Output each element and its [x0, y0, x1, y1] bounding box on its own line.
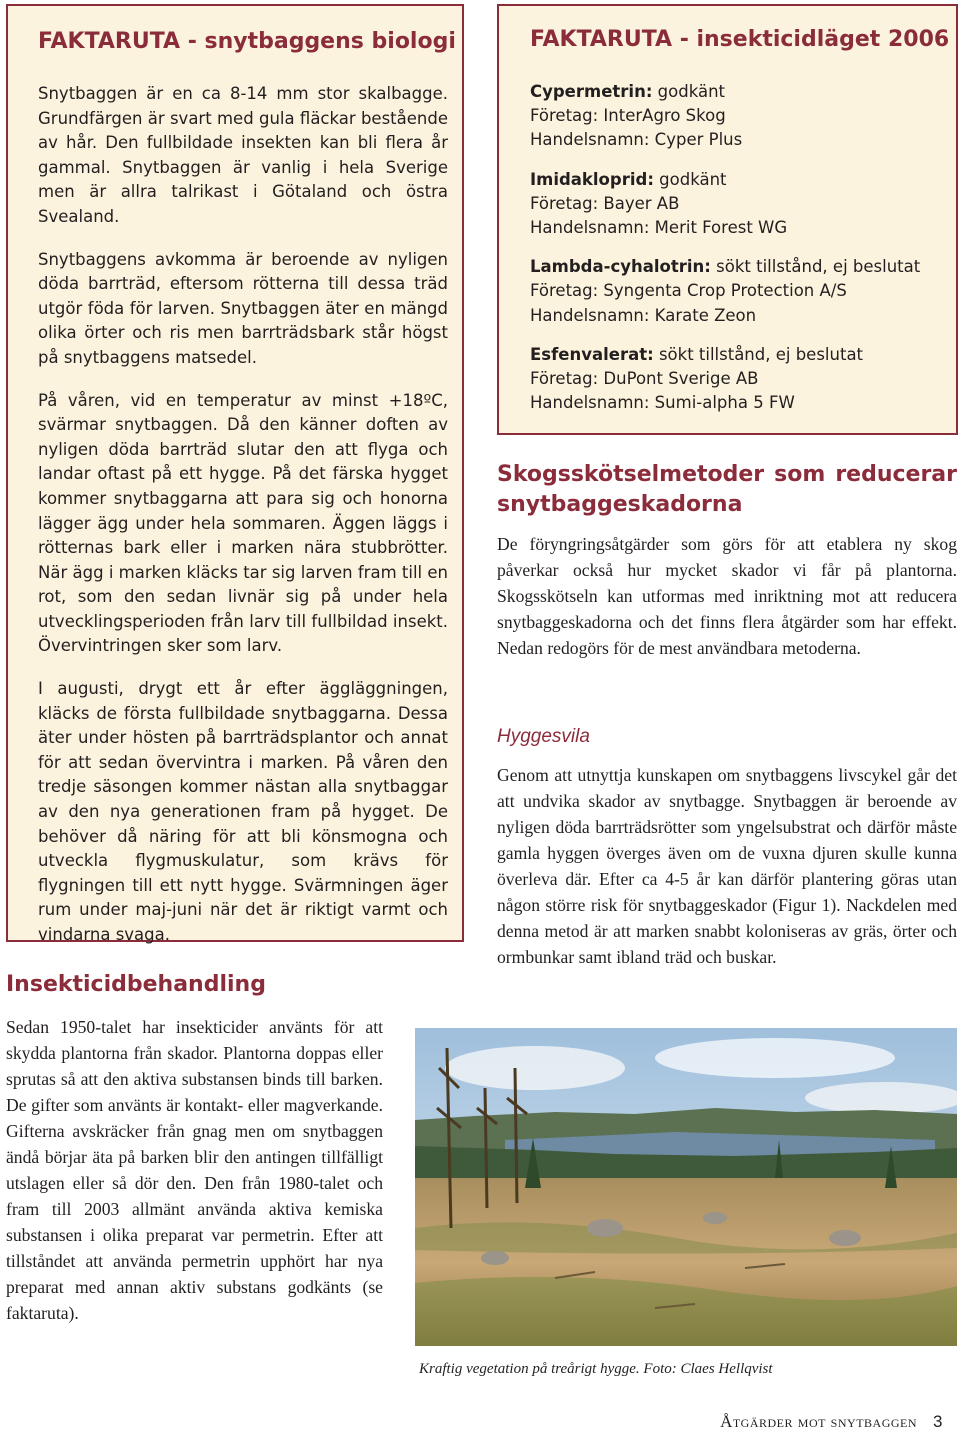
- biology-paragraph-1: Snytbaggen är en ca 8-14 mm stor skalbagge. Grundfärgen är svart med gula fläckar bestående av hår. Den fullbildade insekten kan bli flera år gammal. Snytbaggen är vanlig i hela Sverige men är allra talrikast i Götaland och östra Svealand.: [38, 84, 448, 226]
- substance-status: sökt tillstånd, ej beslutat: [710, 257, 921, 277]
- footer-title: Åtgärder mot snytbaggen: [720, 1412, 918, 1431]
- insecticide-entry: [530, 168, 942, 241]
- fact-box-insecticide-title: FAKTARUTA - insekticidläget 2006: [530, 27, 950, 52]
- fact-box-insecticide: [497, 4, 958, 435]
- substance-company: Företag: Syngenta Crop Protection A/S: [530, 281, 847, 301]
- insecticide-entry: [530, 80, 942, 153]
- substance-status: godkänt: [652, 82, 726, 101]
- biology-paragraph-4: I augusti, drygt ett år efter äggläggningen, kläcks de första fullbildade snytbaggarna. Dessa äter under hösten på barrträdsplantor och annat för att sedan övervintra i marken. På våren den tredje säsongen kommer nästan alla snytbaggar av den nya generationen fram på hygget. De behöver då näring för att bli könsmogna och utveckla flygmuskulatur, som krävs för flygningen till ett nytt hygge. Svärmningen äger rum under maj-juni när det är riktigt varmt och vindarna svaga.: [38, 679, 448, 944]
- methods-intro: De föryngringsåtgärder som görs för att etablera ny skog påverkar också hur mycket skador vi får på plantorna. Skogsskötseln kan utformas med inriktning mot att reducera snytbaggeskadorna och det finns flera åtgärder som har effekt. Nedan redogörs för de mest användbara metoderna.: [497, 534, 957, 658]
- fact-box-biology: [6, 4, 464, 942]
- substance-name: Imidakloprid:: [530, 169, 654, 189]
- substance-company: Företag: DuPont Sverige AB: [530, 369, 759, 389]
- substance-trade-name: Handelsnamn: Sumi-alpha 5 FW: [530, 393, 795, 413]
- substance-status: godkänt: [653, 169, 727, 189]
- substance-status: sökt tillstånd, ej beslutat: [653, 344, 864, 364]
- clearcut-photo: [415, 1028, 957, 1346]
- insecticide-treatment-text: Sedan 1950-talet har insekticider använts för att skydda plantorna från skador. Plantorna doppas eller sprutas så att den aktiva substansen binds till barken. De gifter som använts är kontakt- eller magverkande. Gifterna avskräcker från gnag men om snytbaggen ändå börjar äta på barken blir den antingen tillfälligt utslagen eller så dör den. Den från 1980-talet och fram till 2003 allmänt använda aktiva kemiska substansen i olika preparat var permetrin. Efter att tillståndet att använda permetrin upphört har nya preparat med annan aktiv substans godkänts (se faktaruta).: [6, 1017, 383, 1323]
- biology-paragraph-2: Snytbaggens avkomma är beroende av nyligen döda barrträd, eftersom rötterna till dessa träd utgör föda för larven. Snytbaggen äter en mängd olika örter och ris men barrträdsbark står högst på snytbaggens matsedel.: [38, 249, 448, 367]
- methods-heading: Skogsskötselmetoder som reducerar snytbaggeskadorna: [497, 462, 957, 517]
- substance-trade-name: Handelsnamn: Cyper Plus: [530, 130, 743, 150]
- substance-trade-name: Handelsnamn: Karate Zeon: [530, 305, 757, 325]
- substance-company: Företag: Bayer AB: [530, 193, 680, 213]
- insecticide-entry: [530, 255, 942, 328]
- substance-name: Cypermetrin:: [530, 82, 653, 101]
- hyggesvila-text: Genom att utnyttja kunskapen om snytbaggens livscykel går det att undvika skador av snytbagge. Snytbaggen är beroende av nyligen döda barrträdsrötter som yngelsubstrat och därför måste gamla hyggen överges även om de vuxna djuren skulle kunna överleva där. Efter ca 4-5 år kan därför plantering göras utan någon större risk för snytbaggeskador (Figur 1). Nackdelen med denna metod är att marken snabbt koloniseras av gräs, örter och ormbunkar samt ibland träd och buskar.: [497, 765, 957, 967]
- biology-paragraph-3: På våren, vid en temperatur av minst +18ºC, svärmar snytbaggen. Då den känner doften av nyligen döda barrträd slutar den att flyga och landar oftast på ett hygge. På det färska hygget kommer snytbaggarna att para sig och honorna lägger ägg under hela sommaren. Äggen läggs i rötternas bark eller i marken nära stubbrötter. När ägg i marken kläcks tar sig larven fram till en rot, som den sedan livnär sig på under hela utvecklingsperioden från larv till fullbildad insekt. Övervintringen sker som larv.: [38, 390, 448, 656]
- substance-trade-name: Handelsnamn: Merit Forest WG: [530, 218, 788, 238]
- insecticide-treatment-heading: Insekticidbehandling: [6, 972, 266, 997]
- fact-box-biology-title: FAKTARUTA - snytbaggens biologi: [38, 29, 456, 54]
- page-footer: [720, 1412, 943, 1432]
- substance-name: Esfenvalerat:: [530, 344, 654, 364]
- hyggesvila-subheading: Hyggesvila: [497, 726, 590, 747]
- substance-name: Lambda-cyhalotrin:: [530, 257, 711, 277]
- landscape-image: [415, 1028, 957, 1346]
- page-number: 3: [933, 1412, 943, 1431]
- photo-caption: Kraftig vegetation på treårigt hygge. Foto: Claes Hellqvist: [419, 1361, 773, 1377]
- insecticide-entry: [530, 343, 942, 416]
- substance-company: Företag: InterAgro Skog: [530, 106, 726, 126]
